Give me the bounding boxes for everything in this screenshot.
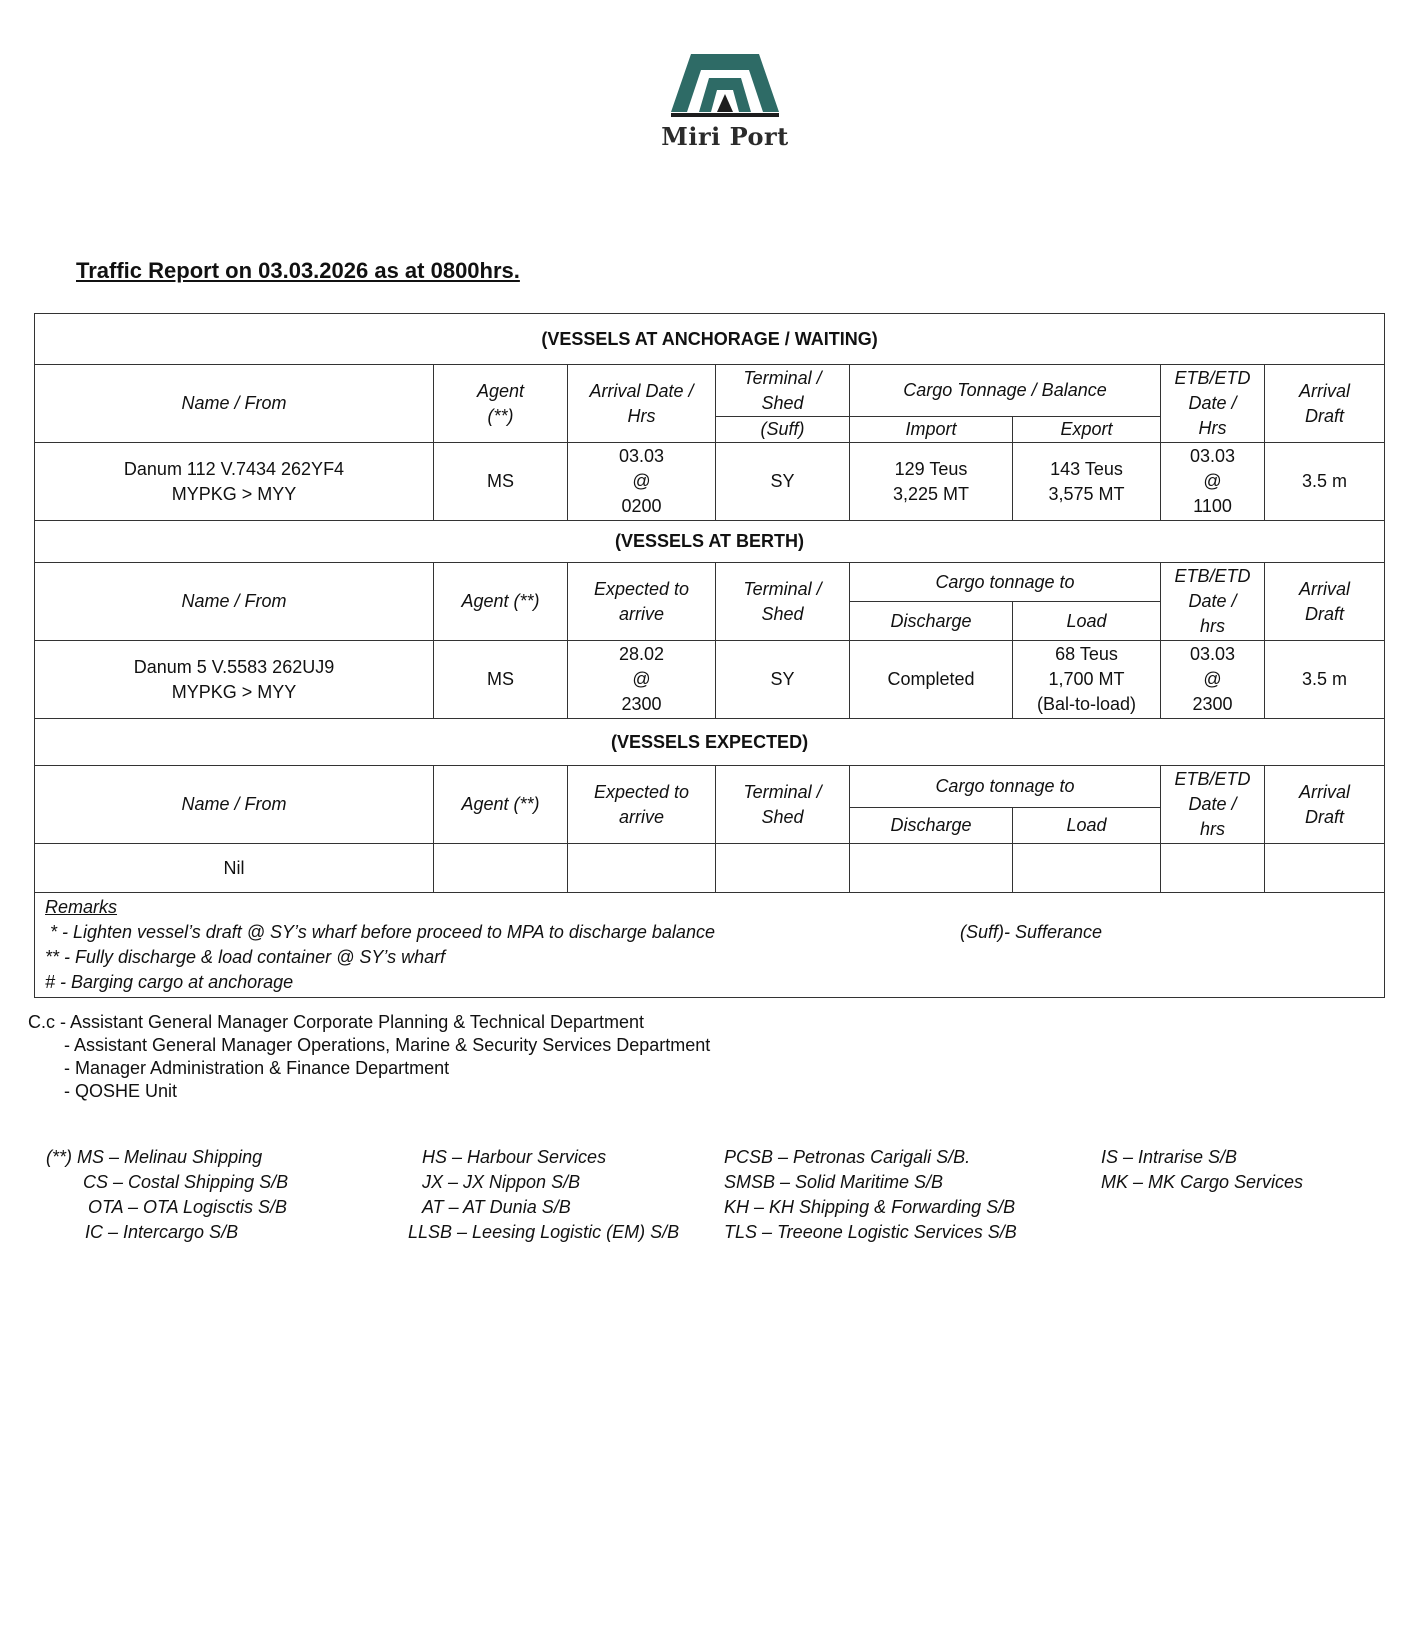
berth-section-row: [35, 521, 1385, 563]
etb-cell: [1161, 844, 1265, 893]
header-terminal: Terminal / Shed: [716, 563, 850, 641]
agents-legend-col-3: [724, 1145, 1017, 1245]
etb-cell: 03.03 @ 2300: [1161, 641, 1265, 719]
header-name: Name / From: [35, 766, 434, 844]
legend-item: JX – JX Nippon S/B: [422, 1172, 581, 1192]
terminal-cell: [716, 844, 850, 893]
legend-item: TLS – Treeone Logistic Services S/B: [724, 1222, 1017, 1242]
terminal-cell: SY: [716, 443, 850, 521]
berth-vessel-row: [35, 641, 1385, 719]
agents-legend-col-4: [1101, 1145, 1303, 1195]
remark-item: * - Lighten vessel’s draft @ SY’s wharf before proceed to MPA to discharge balance (Suff)- Sufferance: [45, 920, 1374, 945]
agents-legend-col-2: [408, 1145, 679, 1245]
anchorage-section-row: [35, 314, 1385, 365]
legend-item: AT – AT Dunia S/B: [422, 1197, 571, 1217]
legend-item: CS – Costal Shipping S/B: [83, 1172, 289, 1192]
header-discharge: Discharge: [850, 602, 1013, 641]
header-draft: Arrival Draft: [1265, 365, 1385, 443]
expected-header-row: [35, 766, 1385, 808]
miri-port-logo: [660, 50, 790, 151]
arrival-cell: 28.02 @ 2300: [568, 641, 716, 719]
load-cell: 68 Teus 1,700 MT (Bal-to-load): [1013, 641, 1161, 719]
header-discharge: Discharge: [850, 808, 1013, 844]
draft-cell: [1265, 844, 1385, 893]
header-arrival: Arrival Date / Hrs: [568, 365, 716, 443]
header-draft: Arrival Draft: [1265, 563, 1385, 641]
header-expected: Expected to arrive: [568, 563, 716, 641]
agent-cell: [434, 844, 568, 893]
anchorage-vessel-row: [35, 443, 1385, 521]
header-load: Load: [1013, 808, 1161, 844]
header-export: Export: [1013, 417, 1161, 443]
report-title: Traffic Report on 03.03.2026 as at 0800hrs.: [76, 258, 520, 283]
header-draft: Arrival Draft: [1265, 766, 1385, 844]
discharge-cell: [850, 844, 1013, 893]
remark-item: # - Barging cargo at anchorage: [45, 972, 294, 992]
terminal-cell: SY: [716, 641, 850, 719]
header-etb: ETB/ETD Date / hrs: [1161, 766, 1265, 844]
header-expected: Expected to arrive: [568, 766, 716, 844]
agent-cell: MS: [434, 443, 568, 521]
remarks-title: Remarks: [45, 897, 118, 917]
anchorage-section-title: (VESSELS AT ANCHORAGE / WAITING): [35, 314, 1385, 365]
vessel-name-cell: Danum 5 V.5583 262UJ9 MYPKG > MYY: [35, 641, 434, 719]
cc-list: [28, 1011, 710, 1103]
expected-section-title: (VESSELS EXPECTED): [35, 719, 1385, 766]
header-suff: (Suff): [716, 417, 850, 443]
import-cell: 129 Teus 3,225 MT: [850, 443, 1013, 521]
suff-note: (Suff)- Sufferance: [960, 922, 1103, 942]
cc-line: - Assistant General Manager Operations, Marine & Security Services Department: [64, 1035, 711, 1055]
draft-cell: 3.5 m: [1265, 443, 1385, 521]
arrival-cell: 03.03 @ 0200: [568, 443, 716, 521]
traffic-table: [34, 313, 1385, 998]
cc-line: - QOSHE Unit: [64, 1081, 178, 1101]
vessel-name-cell: Danum 112 V.7434 262YF4 MYPKG > MYY: [35, 443, 434, 521]
header-cargo: Cargo tonnage to: [850, 766, 1161, 808]
anchorage-header-row: [35, 365, 1385, 417]
header-agent: Agent (**): [434, 766, 568, 844]
header-load: Load: [1013, 602, 1161, 641]
legend-item: PCSB – Petronas Carigali S/B.: [724, 1147, 971, 1167]
load-cell: [1013, 844, 1161, 893]
header-terminal: Terminal / Shed: [716, 766, 850, 844]
legend-item: HS – Harbour Services: [422, 1147, 607, 1167]
remarks-row: [35, 893, 1385, 998]
agent-cell: MS: [434, 641, 568, 719]
vessel-name-cell: Nil: [35, 844, 434, 893]
header-cargo: Cargo tonnage to: [850, 563, 1161, 602]
expected-vessel-row: [35, 844, 1385, 893]
remarks-cell: [35, 893, 1385, 998]
header-name: Name / From: [35, 365, 434, 443]
header-agent: Agent (**): [434, 563, 568, 641]
discharge-cell: Completed: [850, 641, 1013, 719]
header-etb: ETB/ETD Date / Hrs: [1161, 365, 1265, 443]
legend-item: IS – Intrarise S/B: [1101, 1147, 1238, 1167]
cc-line: - Manager Administration & Finance Department: [64, 1058, 450, 1078]
berth-section-title: (VESSELS AT BERTH): [35, 521, 1385, 563]
logo-wordmark: Miri Port: [661, 122, 789, 151]
legend-item: MK – MK Cargo Services: [1101, 1172, 1304, 1192]
miri-port-emblem-icon: [669, 50, 781, 120]
header-etb: ETB/ETD Date / hrs: [1161, 563, 1265, 641]
header-cargo: Cargo Tonnage / Balance: [850, 365, 1161, 417]
export-cell: 143 Teus 3,575 MT: [1013, 443, 1161, 521]
agents-legend-col-1: [46, 1145, 288, 1245]
remark-item: ** - Fully discharge & load container @ SY’s wharf: [45, 947, 446, 967]
arrival-cell: [568, 844, 716, 893]
legend-item: OTA – OTA Logisctis S/B: [88, 1197, 288, 1217]
etb-cell: 03.03 @ 1100: [1161, 443, 1265, 521]
legend-item: (**) MS – Melinau Shipping: [46, 1147, 263, 1167]
draft-cell: 3.5 m: [1265, 641, 1385, 719]
header-import: Import: [850, 417, 1013, 443]
legend-item: KH – KH Shipping & Forwarding S/B: [724, 1197, 1016, 1217]
header-name: Name / From: [35, 563, 434, 641]
berth-header-row: [35, 563, 1385, 602]
cc-line: C.c - Assistant General Manager Corporate Planning & Technical Department: [28, 1012, 644, 1032]
legend-item: SMSB – Solid Maritime S/B: [724, 1172, 944, 1192]
legend-item: IC – Intercargo S/B: [85, 1222, 239, 1242]
header-terminal: Terminal / Shed: [716, 365, 850, 417]
expected-section-row: [35, 719, 1385, 766]
legend-item: LLSB – Leesing Logistic (EM) S/B: [408, 1222, 680, 1242]
header-agent: Agent (**): [434, 365, 568, 443]
